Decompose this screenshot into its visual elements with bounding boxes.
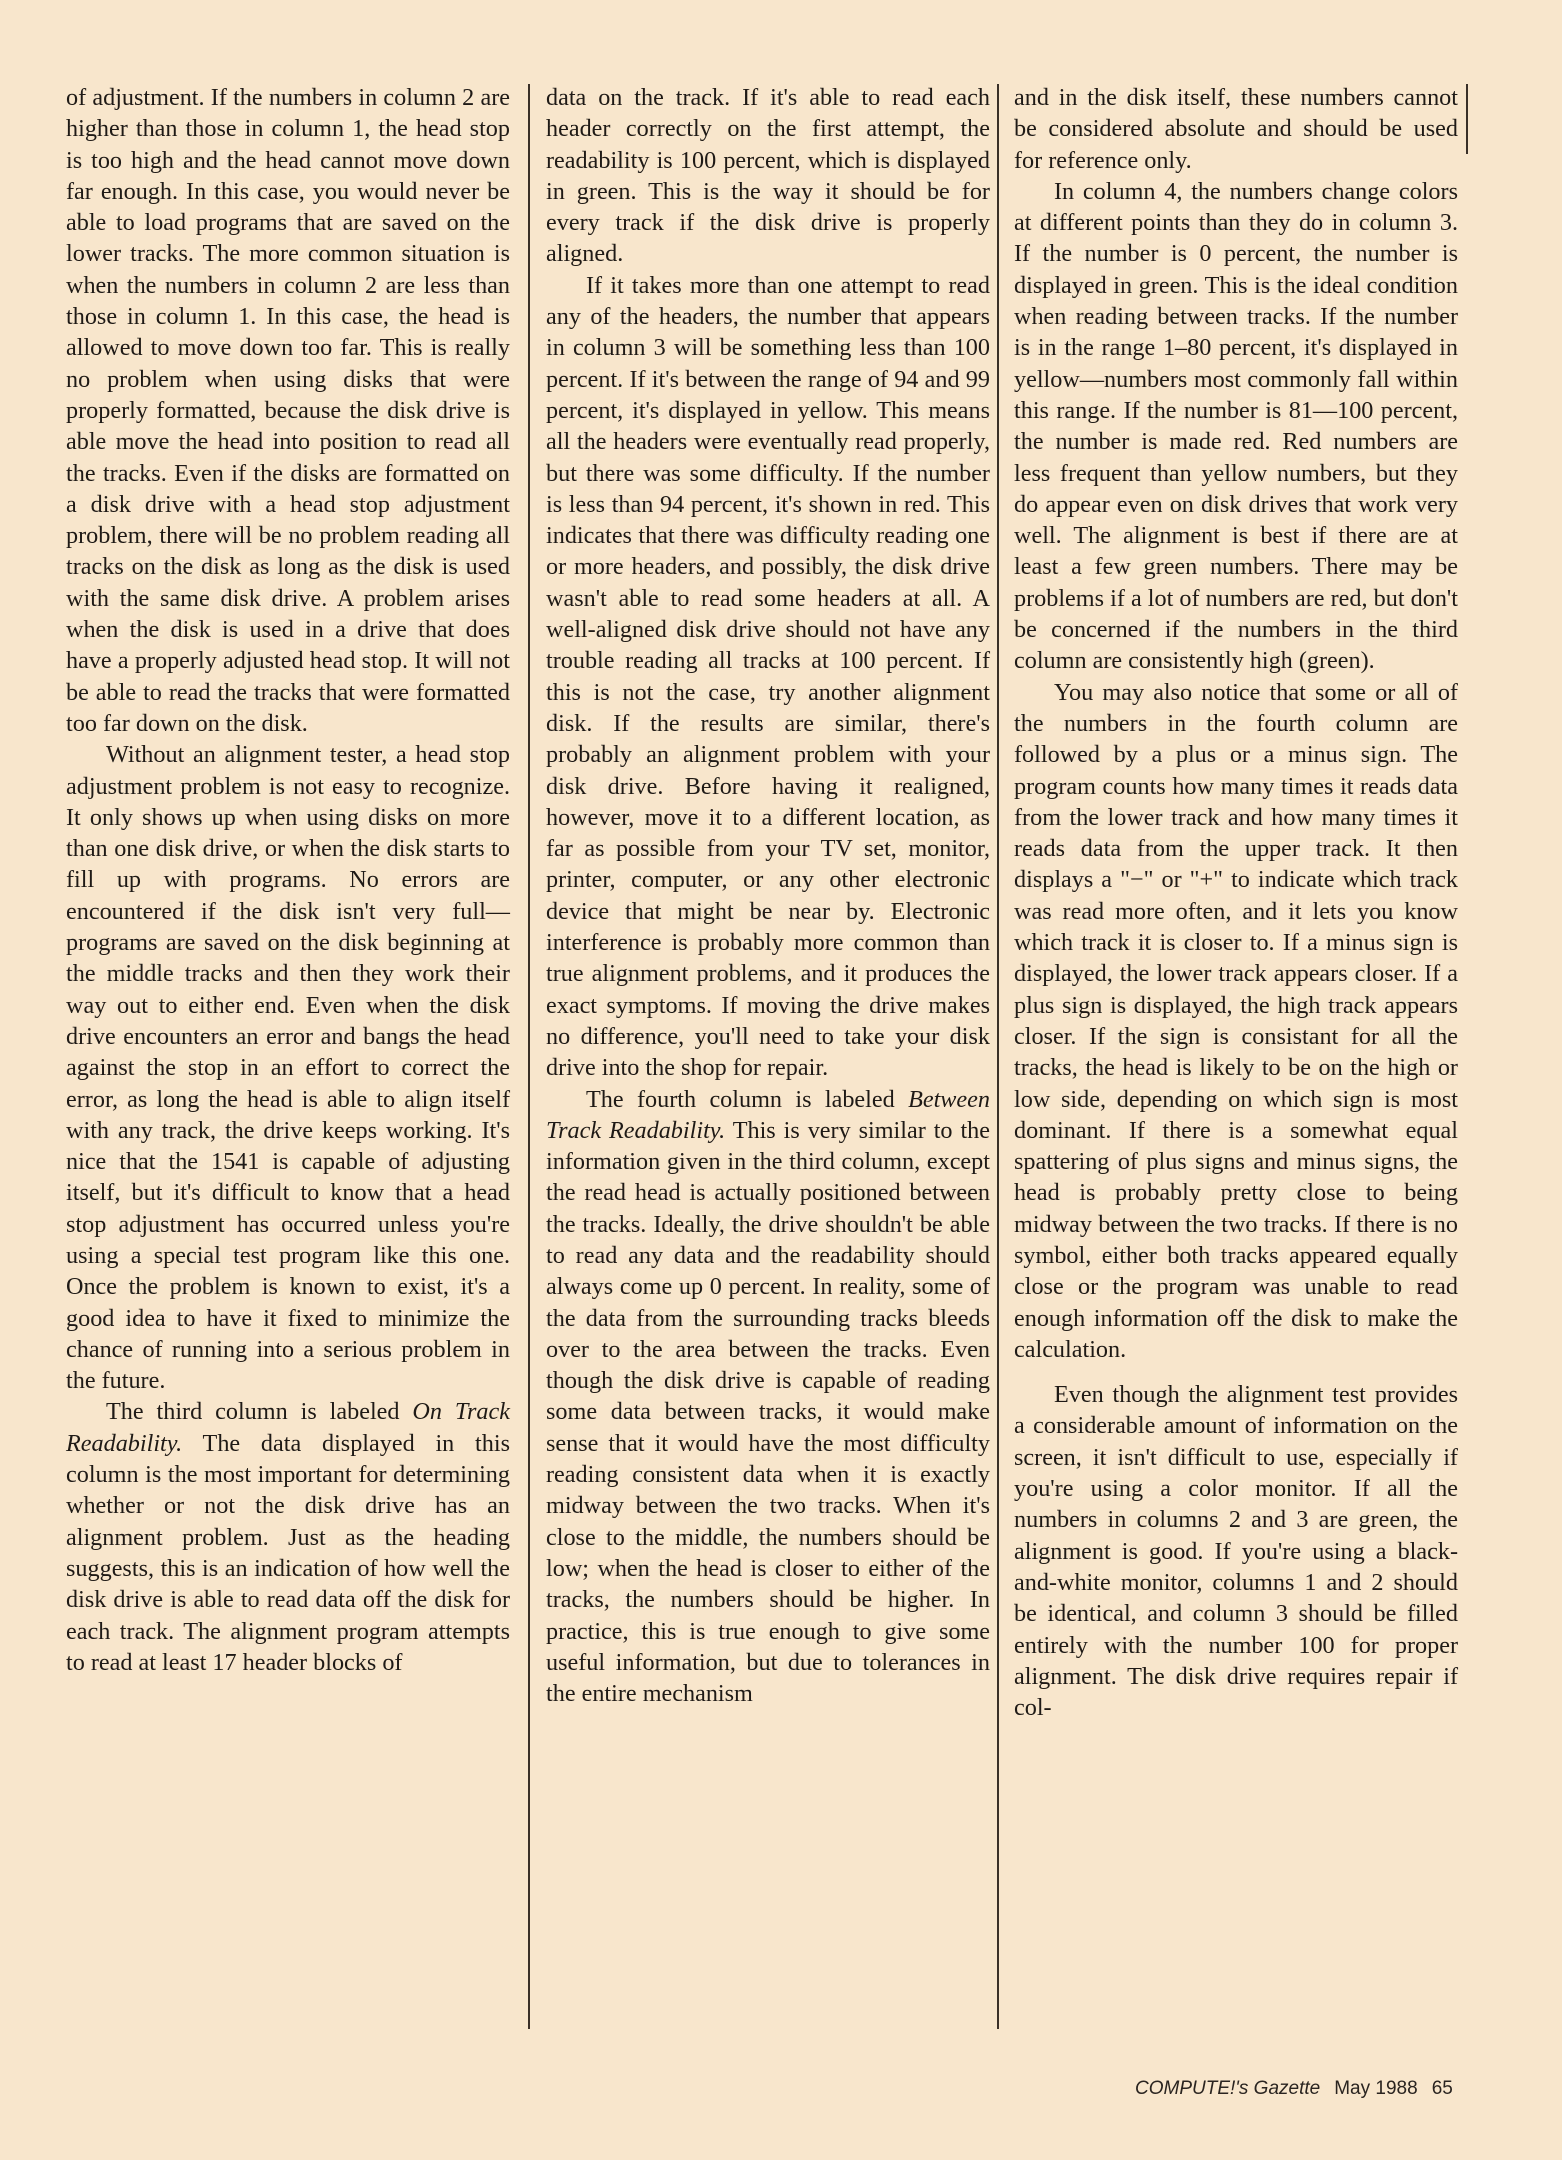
paragraph [66,1396,510,1678]
article-column-3 [1014,82,1458,1723]
column-rule-middle [997,84,999,2029]
text-run: The data displayed in this column is the most important for determining whether or not the disk drive has an alignment problem. Just as the heading suggests, this is an indication of how well the disk drive is able to read data off the disk for each track. The alignment program attempts to read at least 17 header blocks of [66,1429,510,1676]
text-run: This is very similar to the information given in the third column, except the read head is actually positioned between the tracks. Ideally, the drive shouldn't be able to read any data and the readability should always come up 0 percent. In reality, some of the data from the surrounding tracks bleeds over to the area between the tracks. Even though the disk drive is capable of reading some data between tracks, it would make sense that it would have the most difficulty reading consistent data when it is exactly midway between the two tracks. When it's close to the middle, the numbers should be low; when the head is closer to either of the tracks, the numbers should be higher. In practice, this is true enough to give some useful information, but due to tolerances in the entire mechanism [546,1116,990,1708]
column-title-italic: On Track Readability. [66,1398,510,1457]
paragraph: data on the track. If it's able to read each header correctly on the first attempt, the readability is 100 percent, which is displayed in green. This is the way it should be for every track if the disk drive is properly aligned. [546,84,990,268]
paragraph: of adjustment. If the numbers in column 2 are higher than those in column 1, the head stop is too high and the head cannot move down far enough. In this case, you would never be able to load programs that are saved on the lower tracks. The more common situation is when the numbers in column 2 are less than those in column 1. In this case, the head is allowed to move down too far. This is really no problem when using disks that were properly formatted, because the disk drive is able move the head into position to read all the tracks. Even if the disks are formatted on a disk drive with a head stop adjustment problem, there will be no problem reading all tracks on the disk as long as the disk is used with the same disk drive. A problem arises when the disk is used in a drive that does have a properly adjusted head stop. It will not be able to read the tracks that were formatted too far down on the disk. [66,84,510,737]
article-column-2 [546,82,990,1709]
paragraph: Without an alignment tester, a head stop adjustment problem is not easy to recognize. It only shows up when using disks on more than one disk drive, or when the disk starts to fill up with programs. No errors are encountered if the disk isn't very full—programs are saved on the disk beginning at the middle tracks and then they work their way out to either end. Even when the disk drive encounters an error and bangs the head against the stop in an effort to correct the error, as long the head is able to align itself with any track, the drive keeps working. It's nice that the 1541 is capable of adjusting itself, but it's difficult to know that a head stop adjustment has occurred unless you're using a special test program like this one. Once the problem is known to exist, it's a good idea to have it fixed to minimize the chance of running into a serious problem in the future. [66,741,510,1395]
publication-name: COMPUTE!'s Gazette [1135,2078,1321,2099]
text-run: The fourth column is labeled [586,1085,909,1113]
page-footer [1135,2078,1453,2100]
paragraph: You may also notice that some or all of the numbers in the fourth column are followed by a plus or a minus sign. The program counts how many times it reads data from the lower track and how many times it reads data from the upper track. It then displays a "−" or "+" to indicate which track was read more often, and it lets you know which track it is closer to. If a minus sign is displayed, the lower track appears closer. If a plus sign is displayed, the high track appears closer. If the sign is consistant for all the tracks, the head is likely to be on the high or low side, depending on which sign is most dominant. If there is a somewhat equal spattering of plus signs and minus signs, the head is probably pretty close to being midway between the two tracks. If there is no symbol, either both tracks appeared equally close or the program was unable to read enough information off the disk to make the calculation. [1014,678,1458,1363]
column-title-italic: Between Track Readability. [546,1085,990,1144]
paragraph: In column 4, the numbers change colors at different points than they do in column 3. If the number is 0 percent, the number is displayed in green. This is the ideal condition when reading between tracks. If the number is in the range 1–80 percent, it's displayed in yellow—numbers most commonly fall within this range. If the number is 81—100 percent, the number is made red. Red numbers are less frequent than yellow numbers, but they do appear even on disk drives that work very well. The alignment is best if there are at least a few green numbers. There may be problems if a lot of numbers are red, but don't be concerned if the numbers in the third column are consistently high (green). [1014,177,1458,675]
issue-date: May 1988 [1334,2078,1418,2099]
text-run: The third column is labeled [106,1398,413,1426]
column-rule-right [1466,84,1468,154]
column-rule-left [528,84,530,2029]
paragraph: and in the disk itself, these numbers cannot be considered absolute and should be used for reference only. [1014,84,1458,174]
page-number: 65 [1431,2078,1453,2099]
paragraph: Even though the alignment test provides a considerable amount of information on the screen, it isn't difficult to use, especially if you're using a color monitor. If all the numbers in columns 2 and 3 are green, the alignment is good. If you're using a black-and-white monitor, columns 1 and 2 should be identical, and column 3 should be filled entirely with the number 100 for proper alignment. The disk drive requires repair if col- [1014,1381,1458,1722]
paragraph: If it takes more than one attempt to read any of the headers, the number that appears in column 3 will be something less than 100 percent. If it's between the range of 94 and 99 percent, it's displayed in yellow. This means all the headers were eventually read properly, but there was some difficulty. If the number is less than 94 percent, it's shown in red. This indicates that there was difficulty reading one or more headers, and possibly, the disk drive wasn't able to read some headers at all. A well-aligned disk drive should not have any trouble reading all tracks at 100 percent. If this is not the case, try another alignment disk. If the results are similar, there's probably an alignment problem with your disk drive. Before having it realigned, however, move it to a different location, as far as possible from your TV set, monitor, printer, computer, or any other electronic device that might be near by. Electronic interference is probably more common than true alignment problems, and it produces the exact symptoms. If moving the drive makes no difference, you'll need to take your disk drive into the shop for repair. [546,271,990,1082]
paragraph [546,1084,990,1710]
article-column-1 [66,82,510,1678]
